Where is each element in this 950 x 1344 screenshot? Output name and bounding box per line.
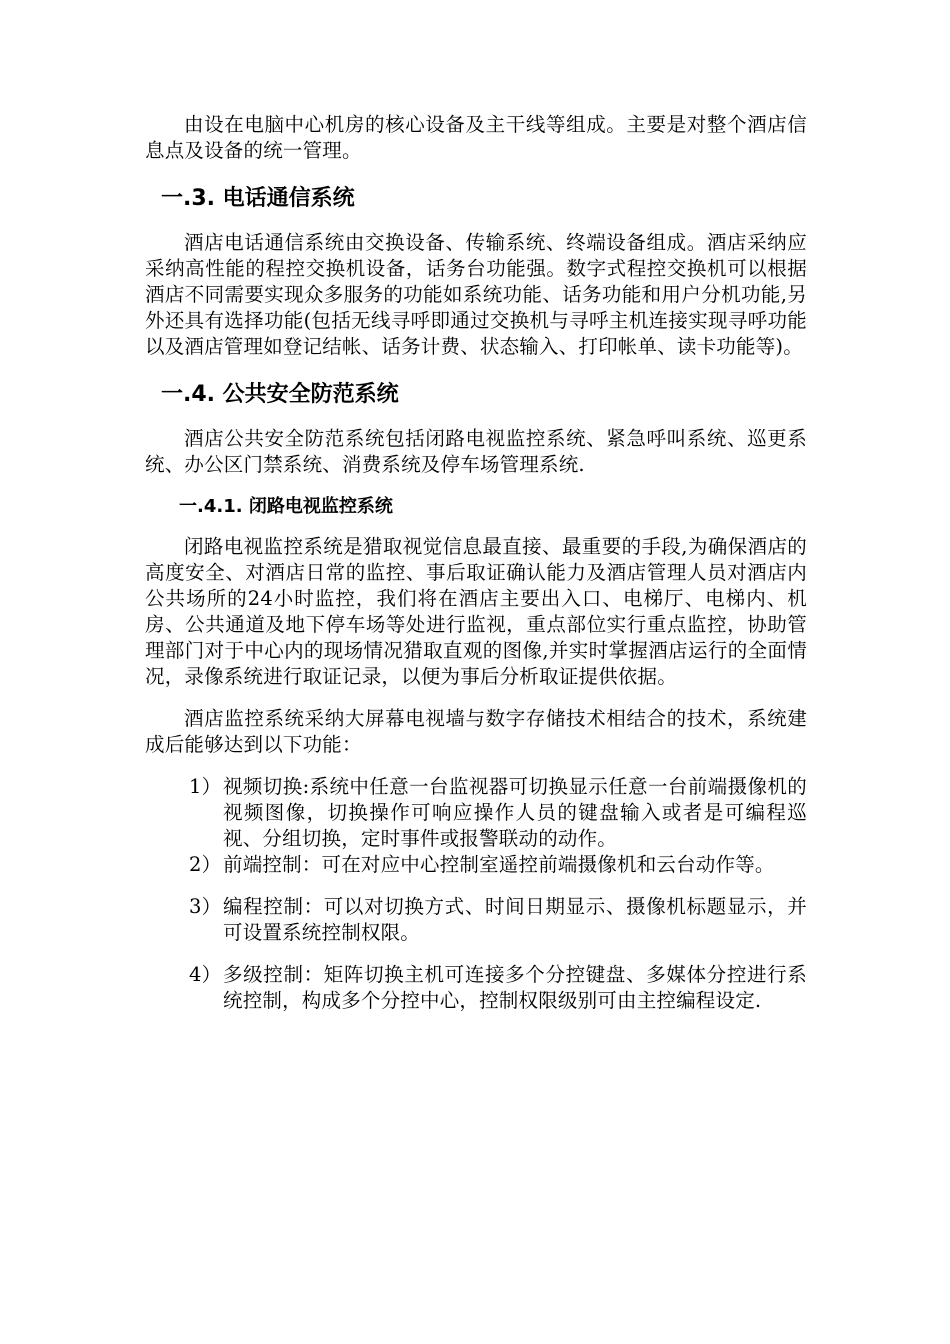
section-4-paragraph: 酒店公共安全防范系统包括闭路电视监控系统、紧急呼叫系统、巡更系统、办公区门禁系统、消费系统及停车场管理系统.: [145, 427, 807, 476]
list-item-number: 2）: [189, 853, 222, 876]
subsection-4-1-heading: 一.4.1. 闭路电视监控系统: [179, 496, 393, 517]
list-item-number: 4）: [189, 963, 222, 986]
function-list: [145, 774, 807, 1014]
subsection-4-1-paragraph-1: 闭路电视监控系统是猎取视觉信息最直接、最重要的手段,为确保酒店的高度安全、对酒店日常的监控、事后取证确认能力及酒店管理人员对酒店内公共场所的24小时监控，我们将在酒店主要出入口、电梯厅、电梯内、机房、公共通道及地下停车场等处进行监视，重点部位实行重点监控，协助管理部门对于中心内的现场情况猎取直观的图像,并实时掌握酒店运行的全面情况，录像系统进行取证记录，以便为事后分析取证提供依据。: [145, 535, 807, 688]
list-item: [145, 894, 807, 946]
list-item-text: 编程控制：可以对切换方式、时间日期显示、摄像机标题显示，并可设置系统控制权限。: [223, 895, 807, 944]
intro-paragraph: 由设在电脑中心机房的核心设备及主干线等组成。主要是对整个酒店信息点及设备的统一管理。: [145, 113, 807, 162]
section-3-heading: 一.3. 电话通信系统: [161, 186, 355, 211]
document-page: [145, 112, 807, 1014]
section-4-heading: 一.4. 公共安全防范系统: [161, 382, 399, 407]
list-item: [145, 774, 807, 852]
list-item-number: 1）: [189, 775, 222, 798]
list-item: [145, 962, 807, 1014]
list-item-text: 前端控制：可在对应中心控制室遥控前端摄像机和云台动作等。: [223, 853, 775, 876]
section-3-paragraph: 酒店电话通信系统由交换设备、传输系统、终端设备组成。酒店采纳应采纳高性能的程控交换机设备，话务台功能强。数字式程控交换机可以根据酒店不同需要实现众多服务的功能如系统功能、话务功能和用户分机功能,另外还具有选择功能(包括无线寻呼即通过交换机与寻呼主机连接实现寻呼功能以及酒店管理如登记结帐、话务计费、状态输入、打印帐单、读卡功能等)。: [145, 231, 807, 358]
subsection-4-1-paragraph-2: 酒店监控系统采纳大屏幕电视墙与数字存储技术相结合的技术，系统建成后能够达到以下功能：: [145, 707, 807, 756]
list-item-number: 3）: [189, 895, 222, 918]
list-item-text: 多级控制：矩阵切换主机可连接多个分控键盘、多媒体分控进行系统控制，构成多个分控中心，控制权限级别可由主控编程设定.: [223, 963, 807, 1012]
list-item: [145, 852, 807, 878]
list-item-text: 视频切换:系统中任意一台监视器可切换显示任意一台前端摄像机的视频图像，切换操作可响应操作人员的键盘输入或者是可编程巡视、分组切换，定时事件或报警联动的动作。: [223, 775, 807, 850]
